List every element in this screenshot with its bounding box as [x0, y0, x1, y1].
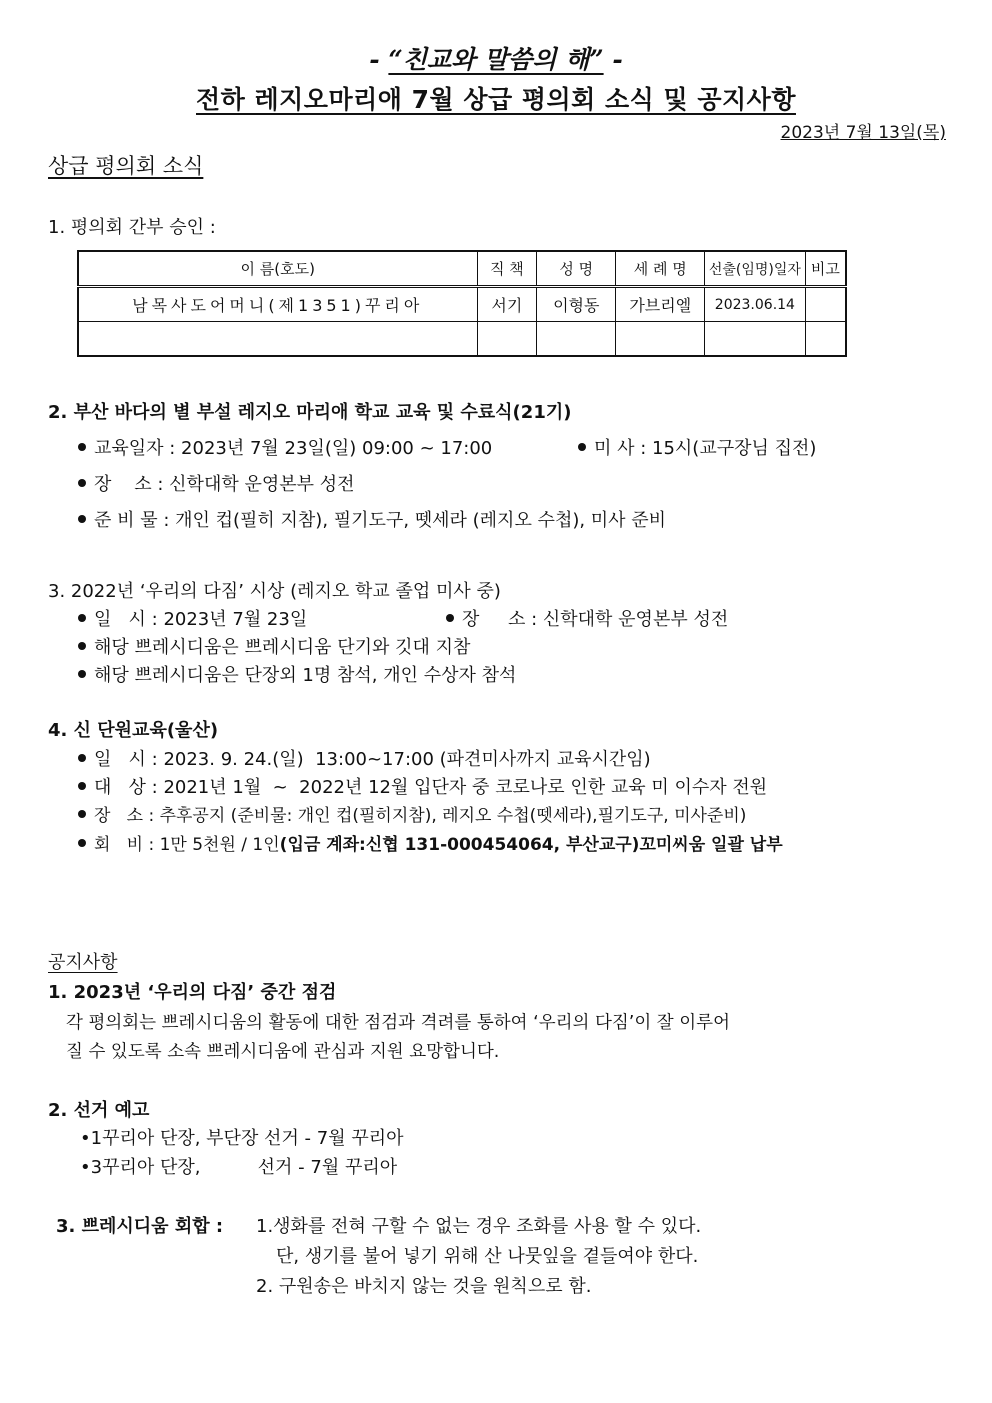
- s4-line1: [78, 745, 651, 771]
- s3-line1b: [446, 605, 728, 631]
- bullet-icon: [78, 443, 86, 451]
- col-date: 선출(임명)일자: [705, 251, 806, 287]
- s2-line3: [78, 506, 666, 532]
- table-row: [78, 287, 846, 322]
- s3-line1: [78, 605, 307, 631]
- table-header-row: [78, 251, 846, 287]
- empty-cell: [477, 322, 537, 357]
- n2-line2: •3꾸리아 단장, 선거 - 7월 꾸리아: [80, 1157, 398, 1178]
- s3-line3: [78, 661, 516, 687]
- cell-person: 이형동: [537, 287, 616, 322]
- col-position: 직 책: [477, 251, 537, 287]
- s2-supplies: 준 비 물 : 개인 컵(필히 지참), 필기도구, 뗏세라 (레지오 수첩), 미사 준비: [94, 510, 667, 531]
- document-date: 2023년 7월 13일(목): [780, 123, 946, 143]
- s3-line2: [78, 633, 470, 659]
- bullet-icon: [78, 839, 86, 847]
- empty-cell: [805, 322, 846, 357]
- bullet-icon: [578, 443, 586, 451]
- empty-cell: [705, 322, 806, 357]
- s4-date: 일 시 : 2023. 9. 24.(일) 13:00~17:00 (파견미사까지 교육시간임): [94, 749, 651, 770]
- motto-text: “친교와 말씀의 해”: [388, 45, 604, 74]
- empty-cell: [78, 322, 477, 357]
- s4-line3: [78, 801, 746, 826]
- n2-title: 2. 선거 예고: [48, 1100, 150, 1121]
- s2-line1: [78, 434, 492, 460]
- bullet-icon: [78, 754, 86, 762]
- col-name: 이 름(호도): [78, 251, 477, 287]
- bullet-icon: [78, 670, 86, 678]
- cell-name: 남목사도어머니(제1351)꾸리아: [78, 287, 477, 322]
- page-title: 전하 레지오마리애 7월 상급 평의회 소식 및 공지사항: [196, 85, 796, 114]
- bullet-icon: [78, 642, 86, 650]
- bullet-icon: [78, 614, 86, 622]
- table-row-empty: [78, 322, 846, 357]
- n1-body1: 각 평의회는 쁘레시디움의 활동에 대한 점검과 격려를 통하여 ‘우리의 다짐’이 잘 이루어: [66, 1013, 730, 1033]
- s3-date: 일 시 : 2023년 7월 23일: [94, 609, 308, 630]
- n2-line1: •1꾸리아 단장, 부단장 선거 - 7월 꾸리아: [80, 1128, 404, 1149]
- col-remark: 비고: [805, 251, 846, 287]
- approval-table: [77, 250, 847, 357]
- s4-line2: [78, 773, 767, 799]
- n3-label: 3. 쁘레시디움 회합 :: [56, 1216, 224, 1237]
- s2-line2: [78, 470, 355, 496]
- s2-place: 장 소 : 신학대학 운영본부 성전: [94, 474, 355, 495]
- s4-fee: 회 비 : 1만 5천원 / 1인: [94, 835, 280, 855]
- bullet-icon: [78, 782, 86, 790]
- notices-heading: 공지사항: [48, 952, 118, 973]
- bullet-icon: [78, 515, 86, 523]
- s2-edu-date: 교육일자 : 2023년 7월 23일(일) 09:00 ~ 17:00: [94, 438, 493, 459]
- s2-line1b: [578, 434, 816, 460]
- s4-title: 4. 신 단원교육(울산): [48, 720, 219, 741]
- n3-line3: 2. 구원송은 바치지 않는 것을 원칙으로 함.: [256, 1276, 592, 1297]
- n3-line2: 단, 생기를 불어 넣기 위해 산 나뭇잎을 곁들여야 한다.: [276, 1246, 699, 1267]
- cell-date: 2023.06.14: [705, 287, 806, 322]
- s3-attend: 해당 쁘레시디움은 단장외 1명 참석, 개인 수상자 참석: [94, 665, 517, 686]
- col-baptism: 세 례 명: [616, 251, 705, 287]
- motto: [0, 40, 992, 76]
- s3-flag: 해당 쁘레시디움은 쁘레시디움 단기와 깃대 지참: [94, 637, 471, 658]
- empty-cell: [616, 322, 705, 357]
- col-person: 성 명: [537, 251, 616, 287]
- cell-baptism: 가브리엘: [616, 287, 705, 322]
- empty-cell: [537, 322, 616, 357]
- n1-body2: 질 수 있도록 소속 쁘레시디움에 관심과 지원 요망합니다.: [66, 1042, 500, 1062]
- motto-dash-right: -: [603, 45, 623, 74]
- cell-remark: [805, 287, 846, 322]
- s1-title: 1. 평의회 간부 승인 :: [48, 217, 216, 238]
- s4-target: 대 상 : 2021년 1월 ~ 2022년 12월 입단자 중 코로나로 인한 교육 미 이수자 전원: [94, 777, 768, 798]
- n1-title: 1. 2023년 ‘우리의 다짐’ 중간 점검: [48, 982, 337, 1003]
- bullet-icon: [78, 479, 86, 487]
- news-heading: 상급 평의회 소식: [48, 154, 204, 178]
- s2-mass: 미 사 : 15시(교구장님 집전): [594, 438, 817, 459]
- bullet-icon: [78, 810, 86, 818]
- s4-place: 장 소 : 추후공지 (준비물: 개인 컵(필히지참), 레지오 수첩(뗏세라),필기도구, 미사준비): [94, 806, 747, 826]
- n3-line1: 1.생화를 전혀 구할 수 없는 경우 조화를 사용 할 수 있다.: [256, 1216, 702, 1237]
- s3-title: 3. 2022년 ‘우리의 다짐’ 시상 (레지오 학교 졸업 미사 중): [48, 581, 501, 602]
- bullet-icon: [446, 614, 454, 622]
- motto-dash-left: -: [369, 45, 389, 74]
- s3-place: 장 소 : 신학대학 운영본부 성전: [462, 609, 729, 630]
- cell-position: 서기: [477, 287, 537, 322]
- s4-account: (입금 계좌:신협 131-000454064, 부산교구)꼬미씨움 일괄 납부: [279, 835, 783, 855]
- s4-line4: [78, 830, 783, 855]
- s2-title: 2. 부산 바다의 별 부설 레지오 마리애 학교 교육 및 수료식(21기): [48, 402, 572, 423]
